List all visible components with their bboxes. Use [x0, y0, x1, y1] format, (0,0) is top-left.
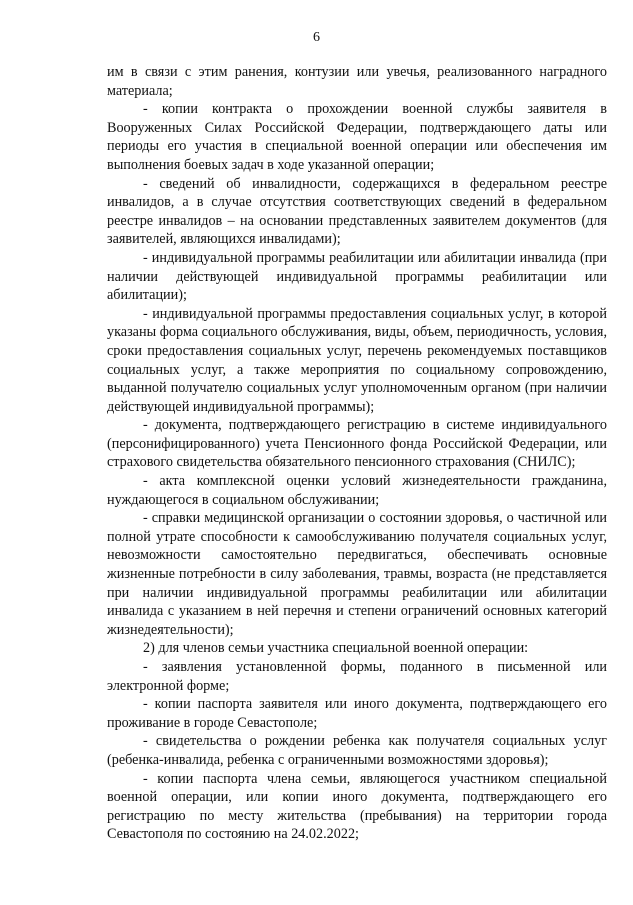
list-item: - документа, подтверждающего регистрацию в системе индивидуального (персонифицированного) учета Пенсионного фонда Российской Федерации, или страхового свидетельства обязательного пенсионного страхования (СНИЛС);	[107, 417, 607, 471]
list-item: - копии паспорта члена семьи, являющегося участником специальной военной операции, или копии иного документа, подтверждающего его регистрацию по месту жительства (пребывания) на территории города Севастополя по состоянию на 24.02.2022;	[107, 770, 607, 843]
list-item: - сведений об инвалидности, содержащихся в федеральном реестре инвалидов, а в случае отсутствия соответствующих сведений в федеральном реестре инвалидов – на основании представленных заявителем документов (для заявителей, являющихся инвалидами);	[107, 175, 607, 248]
list-item: - копии паспорта заявителя или иного документа, подтверждающего его проживание в городе Севастополе;	[107, 696, 607, 731]
list-item: - акта комплексной оценки условий жизнедеятельности гражданина, нуждающегося в социальном обслуживании;	[107, 473, 607, 508]
section-heading: 2) для членов семьи участника специальной военной операции:	[143, 640, 529, 657]
list-item: - справки медицинской организации о состоянии здоровья, о частичной или полной утрате способности к самообслуживанию получателя социальных услуг, невозможности самостоятельно передвигаться, обеспечивать основные жизненные потребности в силу заболевания, травмы, возраста (не представляется при наличии индивидуальной программы реабилитации или абилитации инвалида с указанием в ней перечня и степени ограничений основных категорий жизнедеятельности);	[107, 510, 607, 638]
document-body	[107, 63, 607, 844]
list-item: - индивидуальной программы предоставления социальных услуг, в которой указаны форма социального обслуживания, виды, объем, периодичность, условия, сроки предоставления социальных услуг, перечень рекомендуемых поставщиков социальных услуг, а также мероприятия по социальному сопровождению, выданной получателю социальных услуг уполномоченным органом (при наличии действующей индивидуальной программы);	[107, 305, 607, 415]
list-item: - свидетельства о рождении ребенка как получателя социальных услуг (ребенка-инвалида, ребенка с ограниченными возможностями здоровья);	[107, 733, 607, 768]
list-item: - заявления установленной формы, поданного в письменной или электронной форме;	[107, 659, 607, 694]
paragraph: им в связи с этим ранения, контузии или увечья, реализованного наградного материала;	[107, 64, 607, 99]
list-item: - индивидуальной программы реабилитации или абилитации инвалида (при наличии действующей индивидуальной программы реабилитации или абилитации);	[107, 249, 607, 304]
page-number: 6	[313, 30, 320, 45]
list-item: - копии контракта о прохождении военной службы заявителя в Вооруженных Силах Российской Федерации, подтверждающего даты или периоды его участия в специальной военной операции или обеспечения им выполнения боевых задач в ходе указанной операции;	[107, 101, 607, 173]
